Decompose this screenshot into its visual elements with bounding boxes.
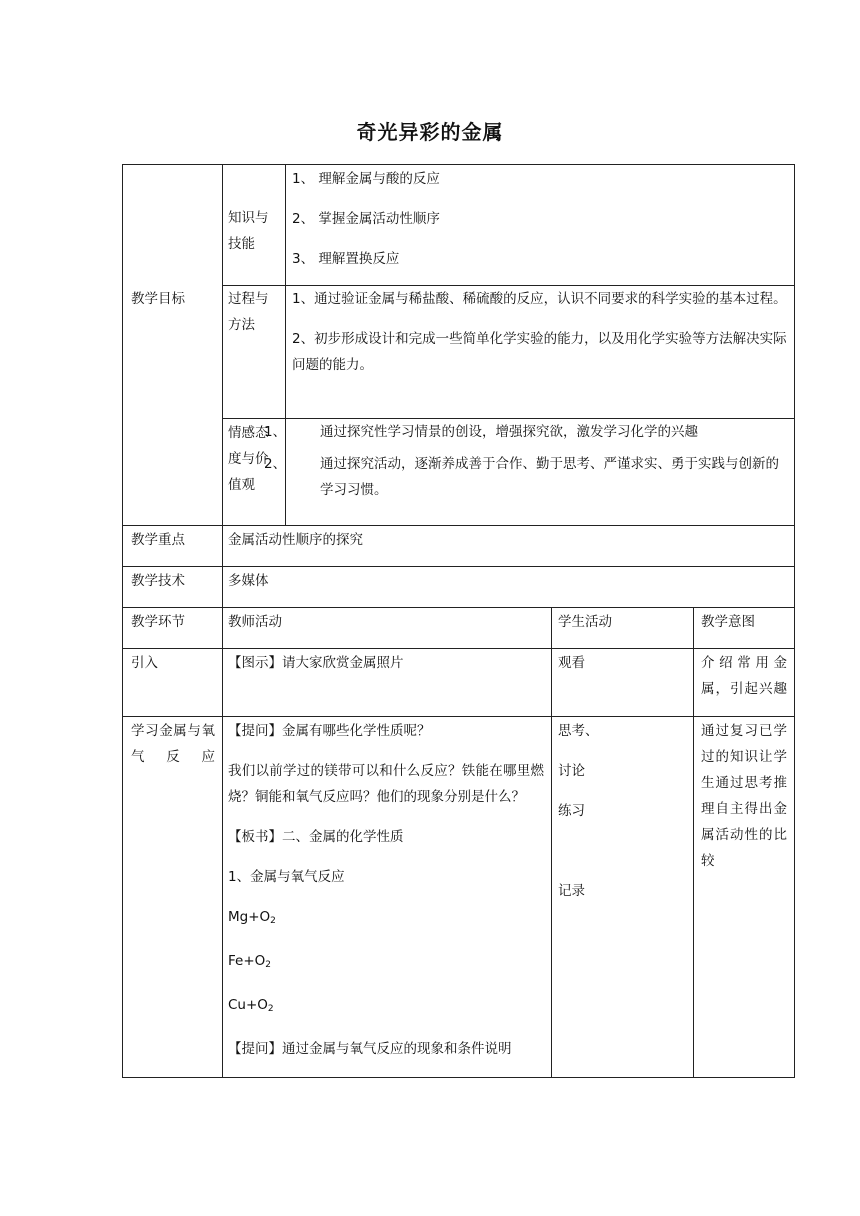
intro-teacher: 【图示】请大家欣赏金属照片 [228,655,404,671]
knowledge-label: 知识与技能 [228,210,269,252]
intro-intent: 介绍常用金属，引起兴趣 [701,655,787,697]
teacher-line: 【提问】通过金属与氧气反应的现象和条件说明 [228,1041,512,1057]
list-item: 1、通过验证金属与稀盐酸、稀硫酸的反应，认识不同要求的科学实验的基本过程。 [292,291,787,307]
student-line: 思考、 [558,723,599,739]
header-intent: 教学意图 [701,614,755,630]
list-item: 3、 理解置换反应 [292,251,400,267]
oxygen-stage: 学习金属与氧气反应 [131,723,215,765]
teacher-line: 【提问】金属有哪些化学性质呢？ [228,723,431,739]
page-title: 奇光异彩的金属 [356,120,504,144]
formula: $Cu+O_2$ [228,997,274,1014]
oxygen-intent: 通过复习已学过的知识让学生通过思考推理自主得出金属活动性的比较 [701,723,787,869]
intro-stage: 引入 [131,655,158,671]
student-line: 练习 [558,803,585,819]
technology-value: 多媒体 [228,573,269,589]
intro-student: 观看 [558,655,585,671]
list-item: 2、 通过探究活动，逐渐养成善于合作、勤于思考、严谨求实、勇于实践与创新的学习习惯。 [264,456,779,498]
table-border [794,164,795,1078]
emotion-label: 情感态度与价值观 [228,425,269,493]
student-line: 讨论 [558,763,585,779]
oxygen-teacher [228,718,544,1062]
table-rule [551,607,552,1078]
list-item: 1、 通过探究性学习情景的创设，增强探究欲，激发学习化学的兴趣 [264,424,698,440]
header-stage: 教学环节 [131,614,185,630]
table-rule [693,607,694,1078]
knowledge-items [292,166,787,272]
teacher-line: 1、金属与氧气反应 [228,869,345,885]
technology-label: 教学技术 [131,573,185,589]
list-item: 1、 理解金属与酸的反应 [292,171,440,187]
teacher-line: 我们以前学过的镁带可以和什么反应？铁能在哪里燃烧？铜能和氧气反应吗？他们的现象分别是什么？ [228,763,544,805]
student-line: 记录 [558,883,585,899]
header-teacher: 教师活动 [228,614,282,630]
table-border [122,164,123,1078]
focus-value: 金属活动性顺序的探究 [228,532,363,548]
teacher-line: 【板书】二、金属的化学性质 [228,829,404,845]
header-student: 学生活动 [558,614,612,630]
table-rule [222,164,223,1078]
focus-label: 教学重点 [131,532,185,548]
list-item: 2、 掌握金属活动性顺序 [292,211,440,227]
oxygen-student [558,718,599,904]
process-label: 过程与方法 [228,291,269,333]
formula: $Fe+O_2$ [228,953,272,970]
formula: $Mg+O_2$ [228,909,276,926]
objectives-label: 教学目标 [131,291,185,307]
process-items [292,286,787,378]
emotion-items [264,419,787,503]
list-item: 2、初步形成设计和完成一些简单化学实验的能力，以及用化学实验等方法解决实际问题的能力。 [292,331,787,373]
